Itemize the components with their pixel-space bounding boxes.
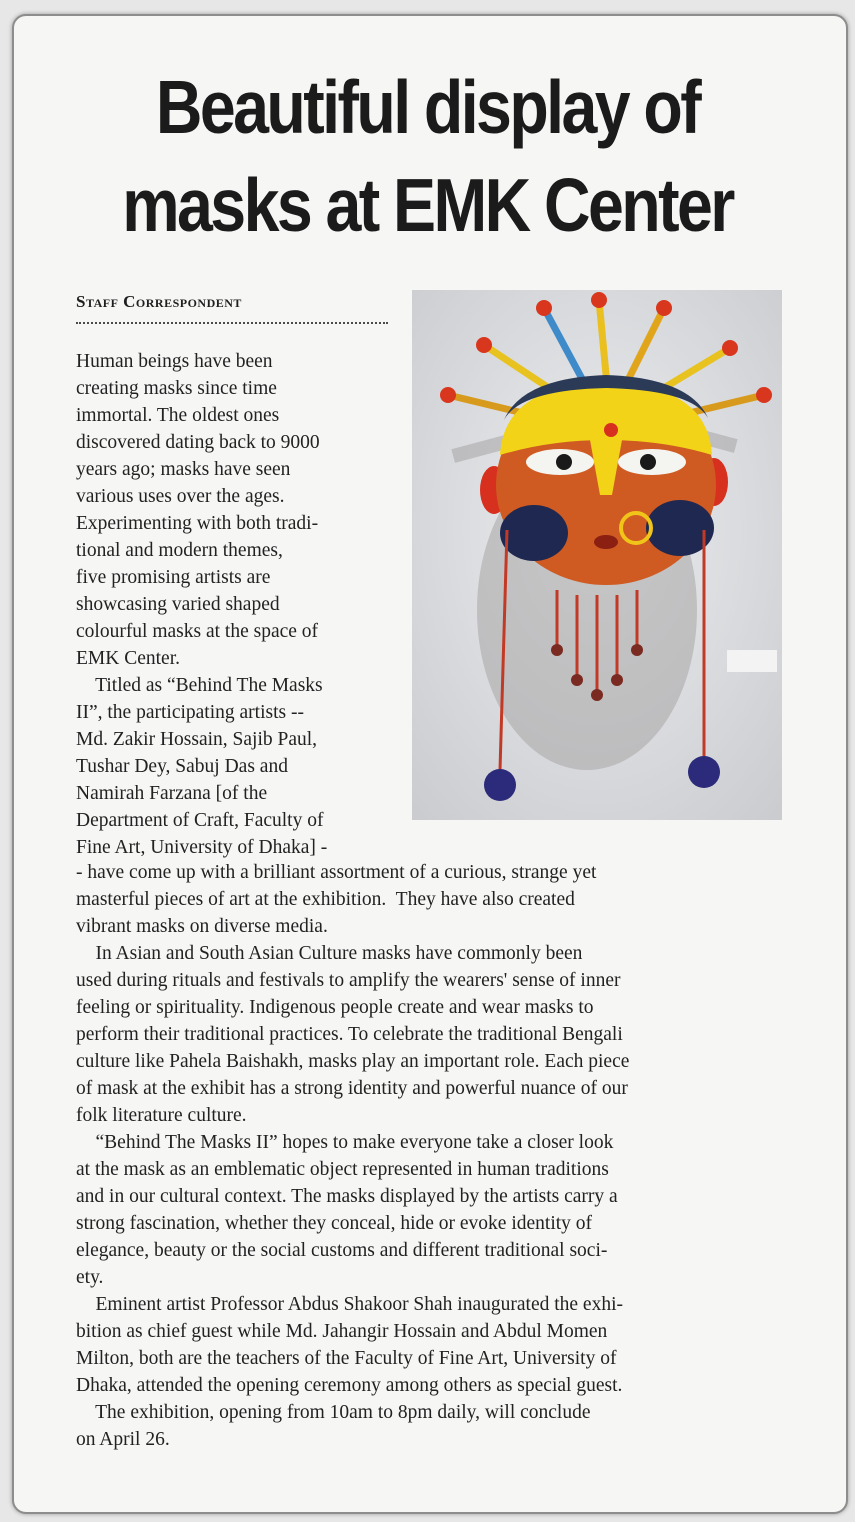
article-column-text xyxy=(76,348,396,861)
text-line: Dhaka, attended the opening ceremony among others as special guest. xyxy=(76,1375,623,1396)
article-body-text xyxy=(76,859,776,1453)
text-line: on April 26. xyxy=(76,1429,170,1450)
text-line: Fine Art, University of Dhaka] - xyxy=(76,837,328,858)
text-line: creating masks since time xyxy=(76,378,277,399)
headline-line-2: masks at EMK Center xyxy=(122,163,733,247)
text-line: feeling or spirituality. Indigenous people create and wear masks to xyxy=(76,997,594,1018)
text-line: discovered dating back to 9000 xyxy=(76,432,320,453)
text-line: Namirah Farzana [of the xyxy=(76,783,268,804)
text-line: In Asian and South Asian Culture masks have commonly been xyxy=(76,943,583,964)
text-line: years ago; masks have seen xyxy=(76,459,291,480)
text-line: strong fascination, whether they conceal, hide or evoke identity of xyxy=(76,1213,593,1234)
text-line: Department of Craft, Faculty of xyxy=(76,810,324,831)
text-line: and in our cultural context. The masks displayed by the artists carry a xyxy=(76,1186,618,1207)
byline: Staff Correspondent xyxy=(76,292,242,311)
text-line: culture like Pahela Baishakh, masks play an important role. Each piece xyxy=(76,1051,630,1072)
text-line: immortal. The oldest ones xyxy=(76,405,280,426)
text-line: elegance, beauty or the social customs and different traditional soci- xyxy=(76,1240,608,1261)
text-line: masterful pieces of art at the exhibition. They have also created xyxy=(76,889,575,910)
text-line: various uses over the ages. xyxy=(76,486,285,507)
text-line: of mask at the exhibit has a strong identity and powerful nuance of our xyxy=(76,1078,628,1099)
text-line: - have come up with a brilliant assortment of a curious, strange yet xyxy=(76,862,597,883)
text-line: II”, the participating artists -- xyxy=(76,702,304,723)
text-line: Md. Zakir Hossain, Sajib Paul, xyxy=(76,729,318,750)
text-line: colourful masks at the space of xyxy=(76,621,319,642)
text-line: ety. xyxy=(76,1267,104,1288)
mask-photo xyxy=(412,290,782,820)
text-line: Eminent artist Professor Abdus Shakoor Shah inaugurated the exhi- xyxy=(76,1294,623,1315)
dotted-divider xyxy=(76,322,388,324)
text-line: Human beings have been xyxy=(76,351,273,372)
text-line: Experimenting with both tradi- xyxy=(76,513,319,534)
headline xyxy=(94,58,761,254)
text-line: Titled as “Behind The Masks xyxy=(76,675,323,696)
text-line: vibrant masks on diverse media. xyxy=(76,916,328,937)
text-line: Milton, both are the teachers of the Faculty of Fine Art, University of xyxy=(76,1348,617,1369)
text-line: showcasing varied shaped xyxy=(76,594,280,615)
text-line: used during rituals and festivals to amplify the wearers' sense of inner xyxy=(76,970,621,991)
text-line: Tushar Dey, Sabuj Das and xyxy=(76,756,288,777)
text-line: The exhibition, opening from 10am to 8pm daily, will conclude xyxy=(76,1402,591,1423)
text-line: EMK Center. xyxy=(76,648,180,669)
text-line: tional and modern themes, xyxy=(76,540,283,561)
text-line: “Behind The Masks II” hopes to make everyone take a closer look xyxy=(76,1132,614,1153)
headline-line-1: Beautiful display of xyxy=(155,65,700,149)
text-line: folk literature culture. xyxy=(76,1105,247,1126)
text-line: at the mask as an emblematic object represented in human traditions xyxy=(76,1159,609,1180)
text-line: bition as chief guest while Md. Jahangir Hossain and Abdul Momen xyxy=(76,1321,608,1342)
text-line: five promising artists are xyxy=(76,567,271,588)
text-line: perform their traditional practices. To celebrate the traditional Bengali xyxy=(76,1024,623,1045)
